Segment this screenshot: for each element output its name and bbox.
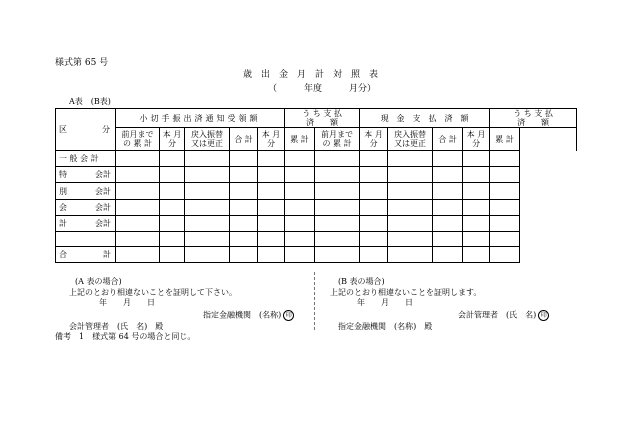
form-number: 様式第 65 号 (55, 58, 109, 68)
header-gokei-1: 合 計 (230, 128, 258, 150)
seal-icon: 印 (538, 310, 549, 321)
header-honmatsu-2: 本 月 分 (360, 128, 388, 150)
row-label-tokubetsu-1: 特 会計 (56, 167, 116, 183)
table-label: A表 (B表) (69, 97, 111, 106)
note: 備考 1 様式第 64 号の場合と同じ。 (55, 332, 196, 341)
seal-icon: 印 (283, 310, 294, 321)
header-uchi-shiharai-1: う ち 支 払 済 額 (285, 109, 360, 128)
header-zengetsu-1: 前月まで の 累 計 (116, 128, 160, 150)
row-label-tokubetsu-4: 計 会計 (56, 216, 116, 232)
table-row (56, 232, 577, 246)
header-zengetsu-2: 前月まで の 累 計 (315, 128, 360, 150)
row-label-tokubetsu-3: 会 会計 (56, 199, 116, 215)
header-gokei-2: 合 計 (433, 128, 463, 150)
cert-a-header: (A 表の場合) (75, 277, 122, 286)
header-modori-1: 戻入振替 又は更正 (185, 128, 230, 150)
cert-a-text: 上記のとおり相違ないことを証明して下さい。 (69, 288, 237, 297)
cert-a-date: 年 月 日 (99, 298, 155, 307)
header-ruikei-2: 累 計 (490, 128, 520, 150)
cert-b-manager: 会計管理者 (氏 名) 印 (458, 310, 549, 321)
header-kogitte: 小切手振出済通知受領額 (116, 109, 285, 128)
row-label-ippan: 一 般 会 計 (56, 150, 116, 166)
table-row (56, 183, 577, 199)
cert-a-bank: 指定金融機関 (名称) 印 (203, 310, 294, 321)
cert-a-manager: 会計管理者 (氏 名) 殿 (69, 322, 164, 331)
row-label-tokubetsu-2: 別 会計 (56, 183, 116, 199)
header-genkin: 現 金 支 払 済 額 (360, 109, 490, 128)
cert-b-header: (B 表の場合) (338, 277, 385, 286)
header-honmatsu-s-2: 本 月 分 (463, 128, 490, 150)
section-divider (314, 272, 315, 330)
header-uchi-shiharai-2: う ち 支 払 済 額 (490, 109, 577, 128)
period-line: （ 年度 月分） (268, 84, 377, 94)
cert-b-bank: 指定金融機関 (名称) 殿 (338, 322, 433, 331)
header-ruikei-1: 累 計 (285, 128, 315, 150)
header-modori-2: 戻入振替 又は更正 (388, 128, 433, 150)
document-title: 歳 出 金 月 計 対 照 表 (243, 70, 379, 80)
row-label-gokei: 合 計 (56, 246, 116, 262)
header-honmatsu-s-1: 本 月 分 (258, 128, 285, 150)
header-kubun: 区 分 (56, 109, 116, 151)
cert-b-text: 上記のとおり相違ないことを証明します。 (330, 288, 482, 297)
table-row (56, 216, 577, 232)
table-row (56, 246, 577, 262)
table-row (56, 150, 577, 166)
cert-b-date: 年 月 日 (357, 298, 413, 307)
comparison-table (55, 108, 577, 263)
table-row (56, 167, 577, 183)
table-row (56, 199, 577, 215)
header-honmatsu-1: 本 月 分 (160, 128, 185, 150)
